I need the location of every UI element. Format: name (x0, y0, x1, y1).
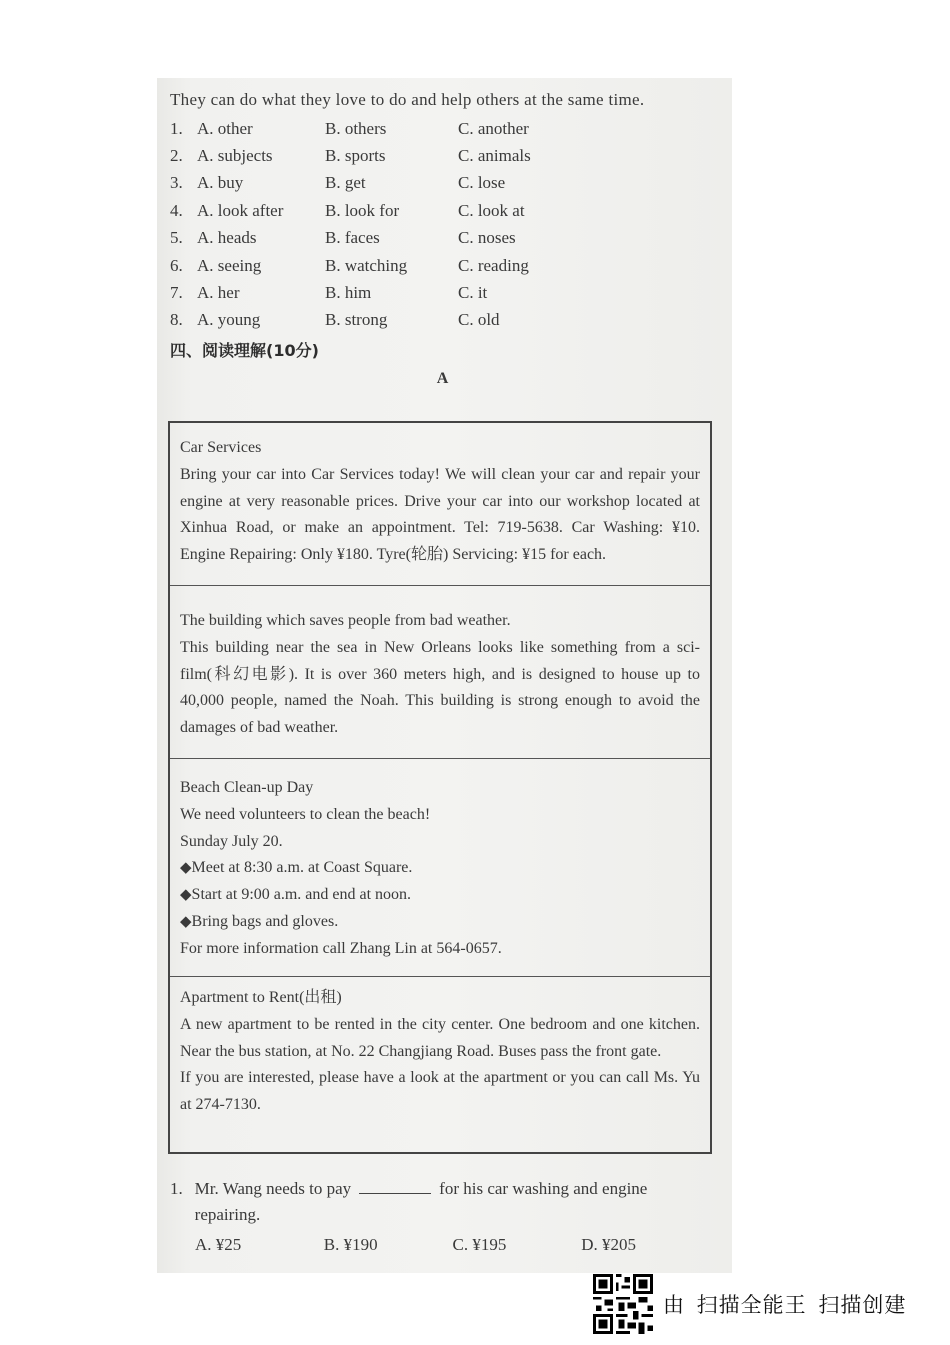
option-c: C. another (458, 118, 529, 138)
diamond-bullet-icon: ◆ (180, 860, 192, 877)
intro-text: They can do what they love to do and help others at the same time. (170, 90, 645, 109)
option-c: C. lose (458, 173, 506, 193)
option-row (170, 115, 715, 142)
bullet-item (180, 909, 700, 936)
ad-title: Beach Clean-up Day (180, 779, 314, 796)
passage-label: A (436, 370, 449, 388)
option-a: A. her (197, 283, 240, 303)
ad-body: A new apartment to be rented in the city center. One bedroom and one kitchen. Near the bus station, at No. 22 Changjiang Road. Buses pass the front gate. (180, 1015, 700, 1060)
diamond-bullet-icon: ◆ (180, 887, 192, 904)
question-text-after: for his car washing and engine repairing. (194, 1179, 648, 1224)
bullet-text: Start at 9:00 a.m. and end at noon. (191, 886, 412, 904)
option-b: B. look for (325, 200, 400, 220)
ad-line: We need volunteers to clean the beach! (180, 805, 431, 823)
ad-body: Bring your car into Car Services today! We will clean your car and repair your engine at very reasonable prices. Drive your car into our workshop located at Xinhua Road, or make an appointment. Tel: 719-5638. Car Washing: ¥10. Engine Repairing: Only ¥180. Tyre(轮胎) Servicing: ¥15 for each. (180, 465, 700, 564)
option-number: 7. (170, 283, 183, 303)
ad-title: Car Services (180, 439, 262, 456)
option-b: B. others (325, 118, 387, 138)
bullet-text: Meet at 8:30 a.m. at Coast Square. (191, 859, 413, 877)
ad-beach-cleanup (170, 758, 710, 976)
option-b: B. get (325, 173, 366, 193)
bullet-item (180, 882, 700, 909)
section-heading: 四、阅读理解(10分) (170, 341, 319, 361)
option-number: 3. (170, 173, 183, 193)
choice-b: B. ¥190 (323, 1235, 378, 1254)
choice-c: C. ¥195 (452, 1235, 507, 1254)
ad-title: The building which saves people from bad weather. (180, 612, 511, 629)
question-line (170, 1176, 710, 1228)
option-a: A. look after (197, 200, 284, 220)
question-text (195, 1176, 710, 1228)
option-b: B. him (325, 283, 372, 303)
option-c: C. noses (458, 228, 516, 248)
ad-building (170, 585, 710, 758)
option-row (170, 142, 715, 169)
question-number: 1. (170, 1179, 183, 1198)
option-number: 6. (170, 255, 183, 275)
question-text-before: Mr. Wang needs to pay (194, 1179, 352, 1198)
option-row (170, 279, 715, 306)
option-number: 4. (170, 200, 183, 220)
option-row (170, 170, 715, 197)
diamond-bullet-icon: ◆ (180, 913, 192, 930)
ad-title: Apartment to Rent(出租) (180, 989, 342, 1006)
option-c: C. animals (458, 146, 531, 166)
option-a: A. subjects (197, 146, 273, 166)
option-a: A. young (197, 310, 261, 330)
ad-body: This building near the sea in New Orleans looks like something from a sci-film(科幻电影). It is over 360 meters high, and is designed to house up to 40,000 people, named the Noah. This building is strong enough to avoid the damages of bad weather. (180, 638, 700, 737)
page-content (170, 86, 715, 392)
option-a: A. buy (197, 173, 244, 193)
scanner-footer (593, 1274, 906, 1334)
ads-box (168, 421, 712, 1154)
option-number: 5. (170, 228, 183, 248)
ad-line: For more information call Zhang Lin at 564-0657. (180, 939, 502, 957)
option-b: B. faces (325, 228, 380, 248)
option-number: 2. (170, 146, 183, 166)
option-number: 1. (170, 118, 183, 138)
option-row (170, 307, 715, 334)
answer-blank (359, 1177, 431, 1194)
ad-car-services (170, 423, 710, 585)
option-b: B. watching (325, 255, 408, 275)
ad-apartment (170, 976, 710, 1152)
ad-line: Sunday July 20. (180, 832, 283, 850)
choice-a: A. ¥25 (195, 1235, 242, 1254)
option-row (170, 252, 715, 279)
cloze-options (170, 115, 715, 334)
bullet-item (180, 855, 700, 882)
option-b: B. strong (325, 310, 388, 330)
option-number: 8. (170, 310, 183, 330)
option-row (170, 225, 715, 252)
option-b: B. sports (325, 146, 386, 166)
option-c: C. look at (458, 200, 525, 220)
option-a: A. other (197, 118, 253, 138)
option-c: C. reading (458, 255, 529, 275)
choice-d: D. ¥205 (581, 1235, 637, 1254)
scanner-footer-text: 由 扫描全能王 扫描创建 (663, 1293, 907, 1317)
qr-code-icon (593, 1274, 653, 1334)
question-choices (195, 1232, 710, 1258)
question-1 (170, 1176, 710, 1258)
option-a: A. seeing (197, 255, 262, 275)
option-row (170, 197, 715, 224)
bullet-text: Bring bags and gloves. (191, 912, 339, 930)
option-a: A. heads (197, 228, 257, 248)
ad-body: If you are interested, please have a look at the apartment or you can call Ms. Yu at 274-7130. (180, 1069, 700, 1114)
option-c: C. it (458, 283, 488, 303)
option-c: C. old (458, 310, 500, 330)
